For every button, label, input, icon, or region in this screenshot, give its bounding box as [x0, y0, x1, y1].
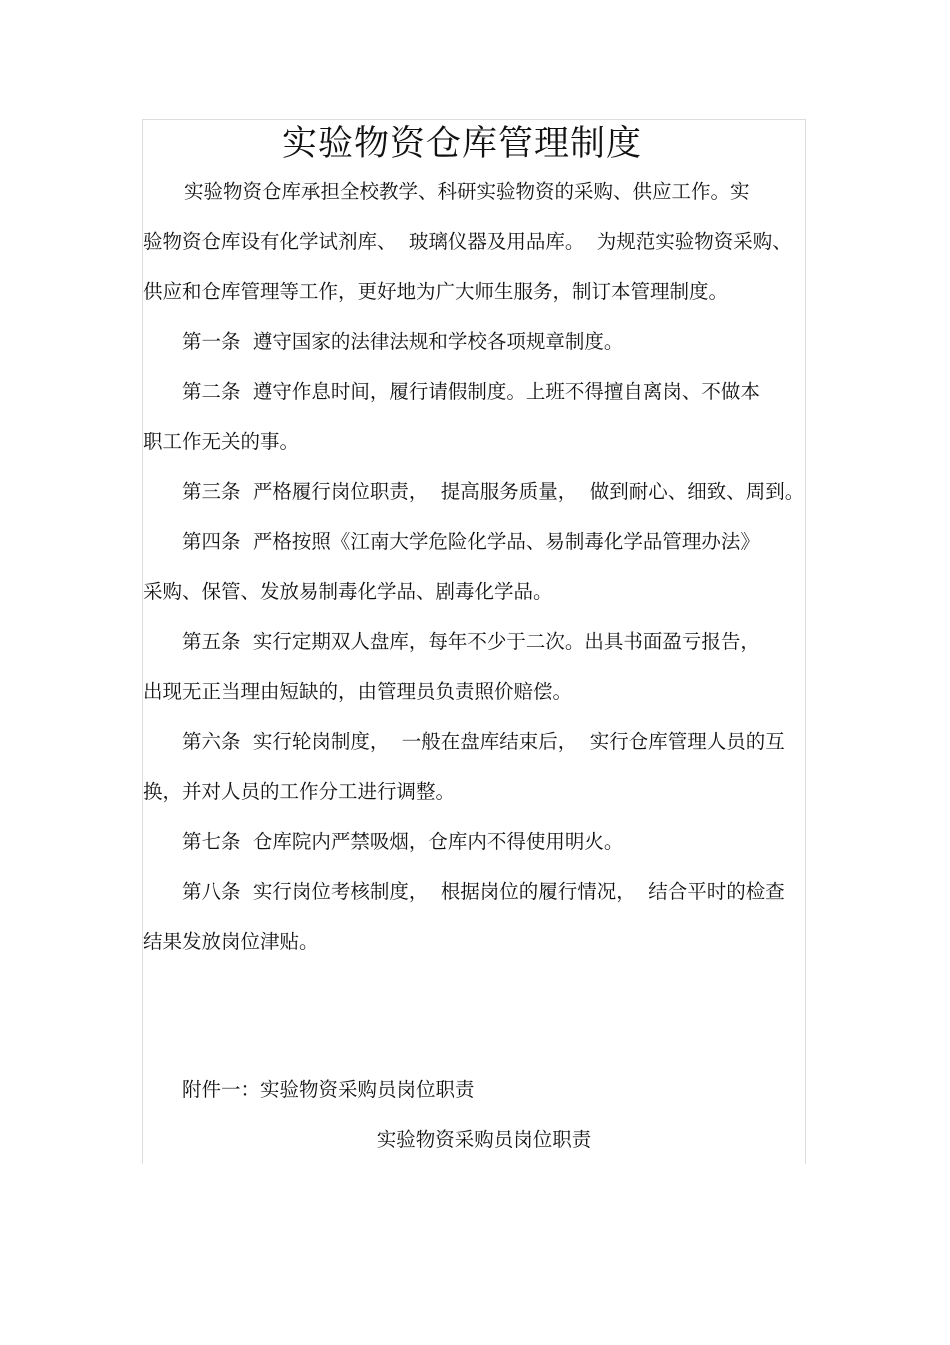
article-6-cont: 换，并对人员的工作分工进行调整。 [143, 780, 456, 803]
appendix-heading: 附件一：实验物资采购员岗位职责 [182, 1078, 475, 1101]
appendix-title: 实验物资采购员岗位职责 [376, 1128, 592, 1151]
article-2: 第二条 遵守作息时间，履行请假制度。上班不得擅自离岗、不做本 [182, 380, 760, 403]
article-1: 第一条 遵守国家的法律法规和学校各项规章制度。 [182, 330, 624, 353]
article-5: 第五条 实行定期双人盘库，每年不少于二次。出具书面盈亏报告， [182, 630, 760, 653]
article-3: 第三条 严格履行岗位职责， 提高服务质量， 做到耐心、细致、周到。 [182, 480, 805, 503]
article-8-cont: 结果发放岗位津贴。 [143, 930, 319, 953]
article-6: 第六条 实行轮岗制度， 一般在盘库结束后， 实行仓库管理人员的互 [182, 730, 785, 753]
article-5-cont: 出现无正当理由短缺的，由管理员负责照价赔偿。 [143, 680, 573, 703]
document-title: 实验物资仓库管理制度 [281, 124, 642, 164]
article-7: 第七条 仓库院内严禁吸烟，仓库内不得使用明火。 [182, 830, 624, 853]
article-2-cont: 职工作无关的事。 [143, 430, 300, 453]
paragraph-line: 验物资仓库设有化学试剂库、 玻璃仪器及用品库。 为规范实验物资采购、 [143, 230, 792, 253]
article-8: 第八条 实行岗位考核制度， 根据岗位的履行情况， 结合平时的检查 [182, 880, 785, 903]
article-4: 第四条 严格按照《江南大学危险化学品、易制毒化学品管理办法》 [182, 530, 760, 553]
paragraph-line: 供应和仓库管理等工作，更好地为广大师生服务，制订本管理制度。 [143, 280, 729, 303]
article-4-cont: 采购、保管、发放易制毒化学品、剧毒化学品。 [143, 580, 553, 603]
paragraph-line: 实验物资仓库承担全校教学、科研实验物资的采购、供应工作。实 [184, 180, 750, 203]
